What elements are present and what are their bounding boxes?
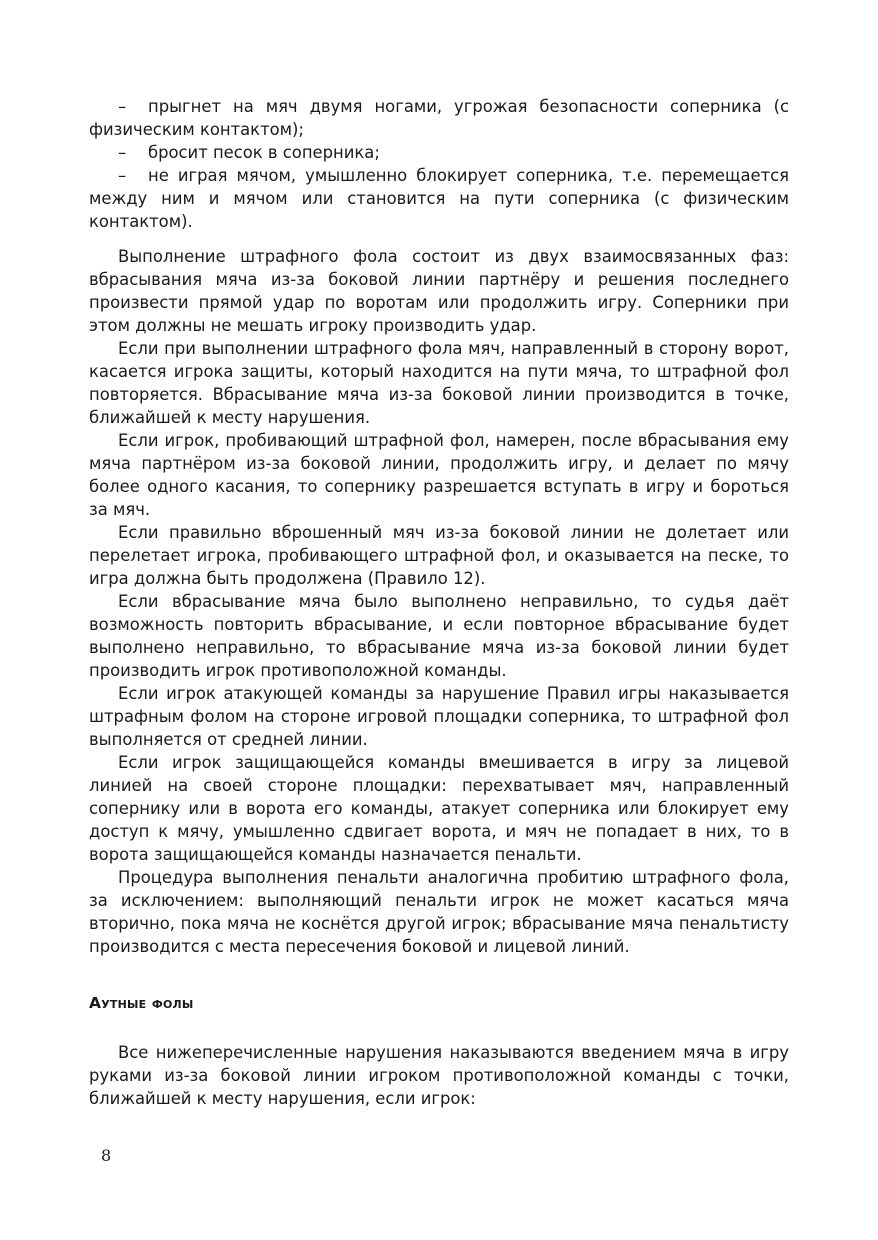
list-item <box>89 164 789 233</box>
paragraph: Выполнение штрафного фола состоит из двух взаимосвязанных фаз: вбрасывания мяча из-за боковой линии партнёру и решения последнего произвести прямой удар по воротам или продолжить игру. Соперники при этом должны не мешать игроку производить удар. <box>89 247 789 335</box>
paragraph: Если игрок, пробивающий штрафной фол, намерен, после вбрасывания ему мяча партнёром из-за боковой линии, продолжить игру, и делает по мячу более одного касания, то сопернику разрешается вступать в игру и бороться за мяч. <box>89 431 789 519</box>
page-number: 8 <box>101 1146 112 1165</box>
section-paragraph: Все нижеперечисленные нарушения наказываются введением мяча в игру руками из-за боковой линии игроком противоположной команды с точки, ближайшей к месту нарушения, если игрок: <box>89 1043 789 1108</box>
list-item-text: бросит песок в соперника; <box>148 143 380 162</box>
paragraph: Если при выполнении штрафного фола мяч, направленный в сторону ворот, касается игрока защиты, который находится на пути мяча, то штрафной фол повторяется. Вбрасывание мяча из-за боковой линии производится в точке, ближайшей к месту нарушения. <box>89 339 789 427</box>
dash-marker: – <box>118 97 127 116</box>
dash-marker: – <box>118 143 127 162</box>
list-item-text: не играя мячом, умышленно блокирует соперника, т.е. перемещается между ним и мячом или становится на пути соперника (с физическим контактом). <box>89 166 789 231</box>
paragraph: Процедура выполнения пенальти аналогична пробитию штрафного фола, за исключением: выполняющий пенальти игрок не может касаться мяча вторично, пока мяча не коснётся другой игрок; вбрасывание мяча пенальтисту производится с места пересечения боковой и лицевой линий. <box>89 868 789 956</box>
paragraph: Если игрок защищающейся команды вмешивается в игру за лицевой линией на своей стороне площадки: перехватывает мяч, направленный сопернику или в ворота его команды, атакует соперника или блокирует ему доступ к мячу, умышленно сдвигает ворота, и мяч не попадает в них, то в ворота защищающейся команды назначается пенальти. <box>89 753 789 864</box>
list-item <box>89 141 789 164</box>
list-item <box>89 95 789 141</box>
section-heading: Аутные фолы <box>89 994 194 1012</box>
dash-marker: – <box>118 166 127 185</box>
paragraph: Если игрок атакующей команды за нарушение Правил игры наказывается штрафным фолом на стороне игровой площадки соперника, то штрафной фол выполняется от средней линии. <box>89 684 789 749</box>
list-item-text: прыгнет на мяч двумя ногами, угрожая безопасности соперника (с физическим контактом); <box>89 97 789 139</box>
page-content <box>89 95 789 1110</box>
paragraph: Если вбрасывание мяча было выполнено неправильно, то судья даёт возможность повторить вбрасывание, и если повторное вбрасывание будет выполнено неправильно, то вбрасывание мяча из-за боковой линии будет производить игрок противоположной команды. <box>89 592 789 680</box>
paragraph: Если правильно вброшенный мяч из-за боковой линии не долетает или перелетает игрока, пробивающего штрафной фол, и оказывается на песке, то игра должна быть продолжена (Правило 12). <box>89 523 789 588</box>
